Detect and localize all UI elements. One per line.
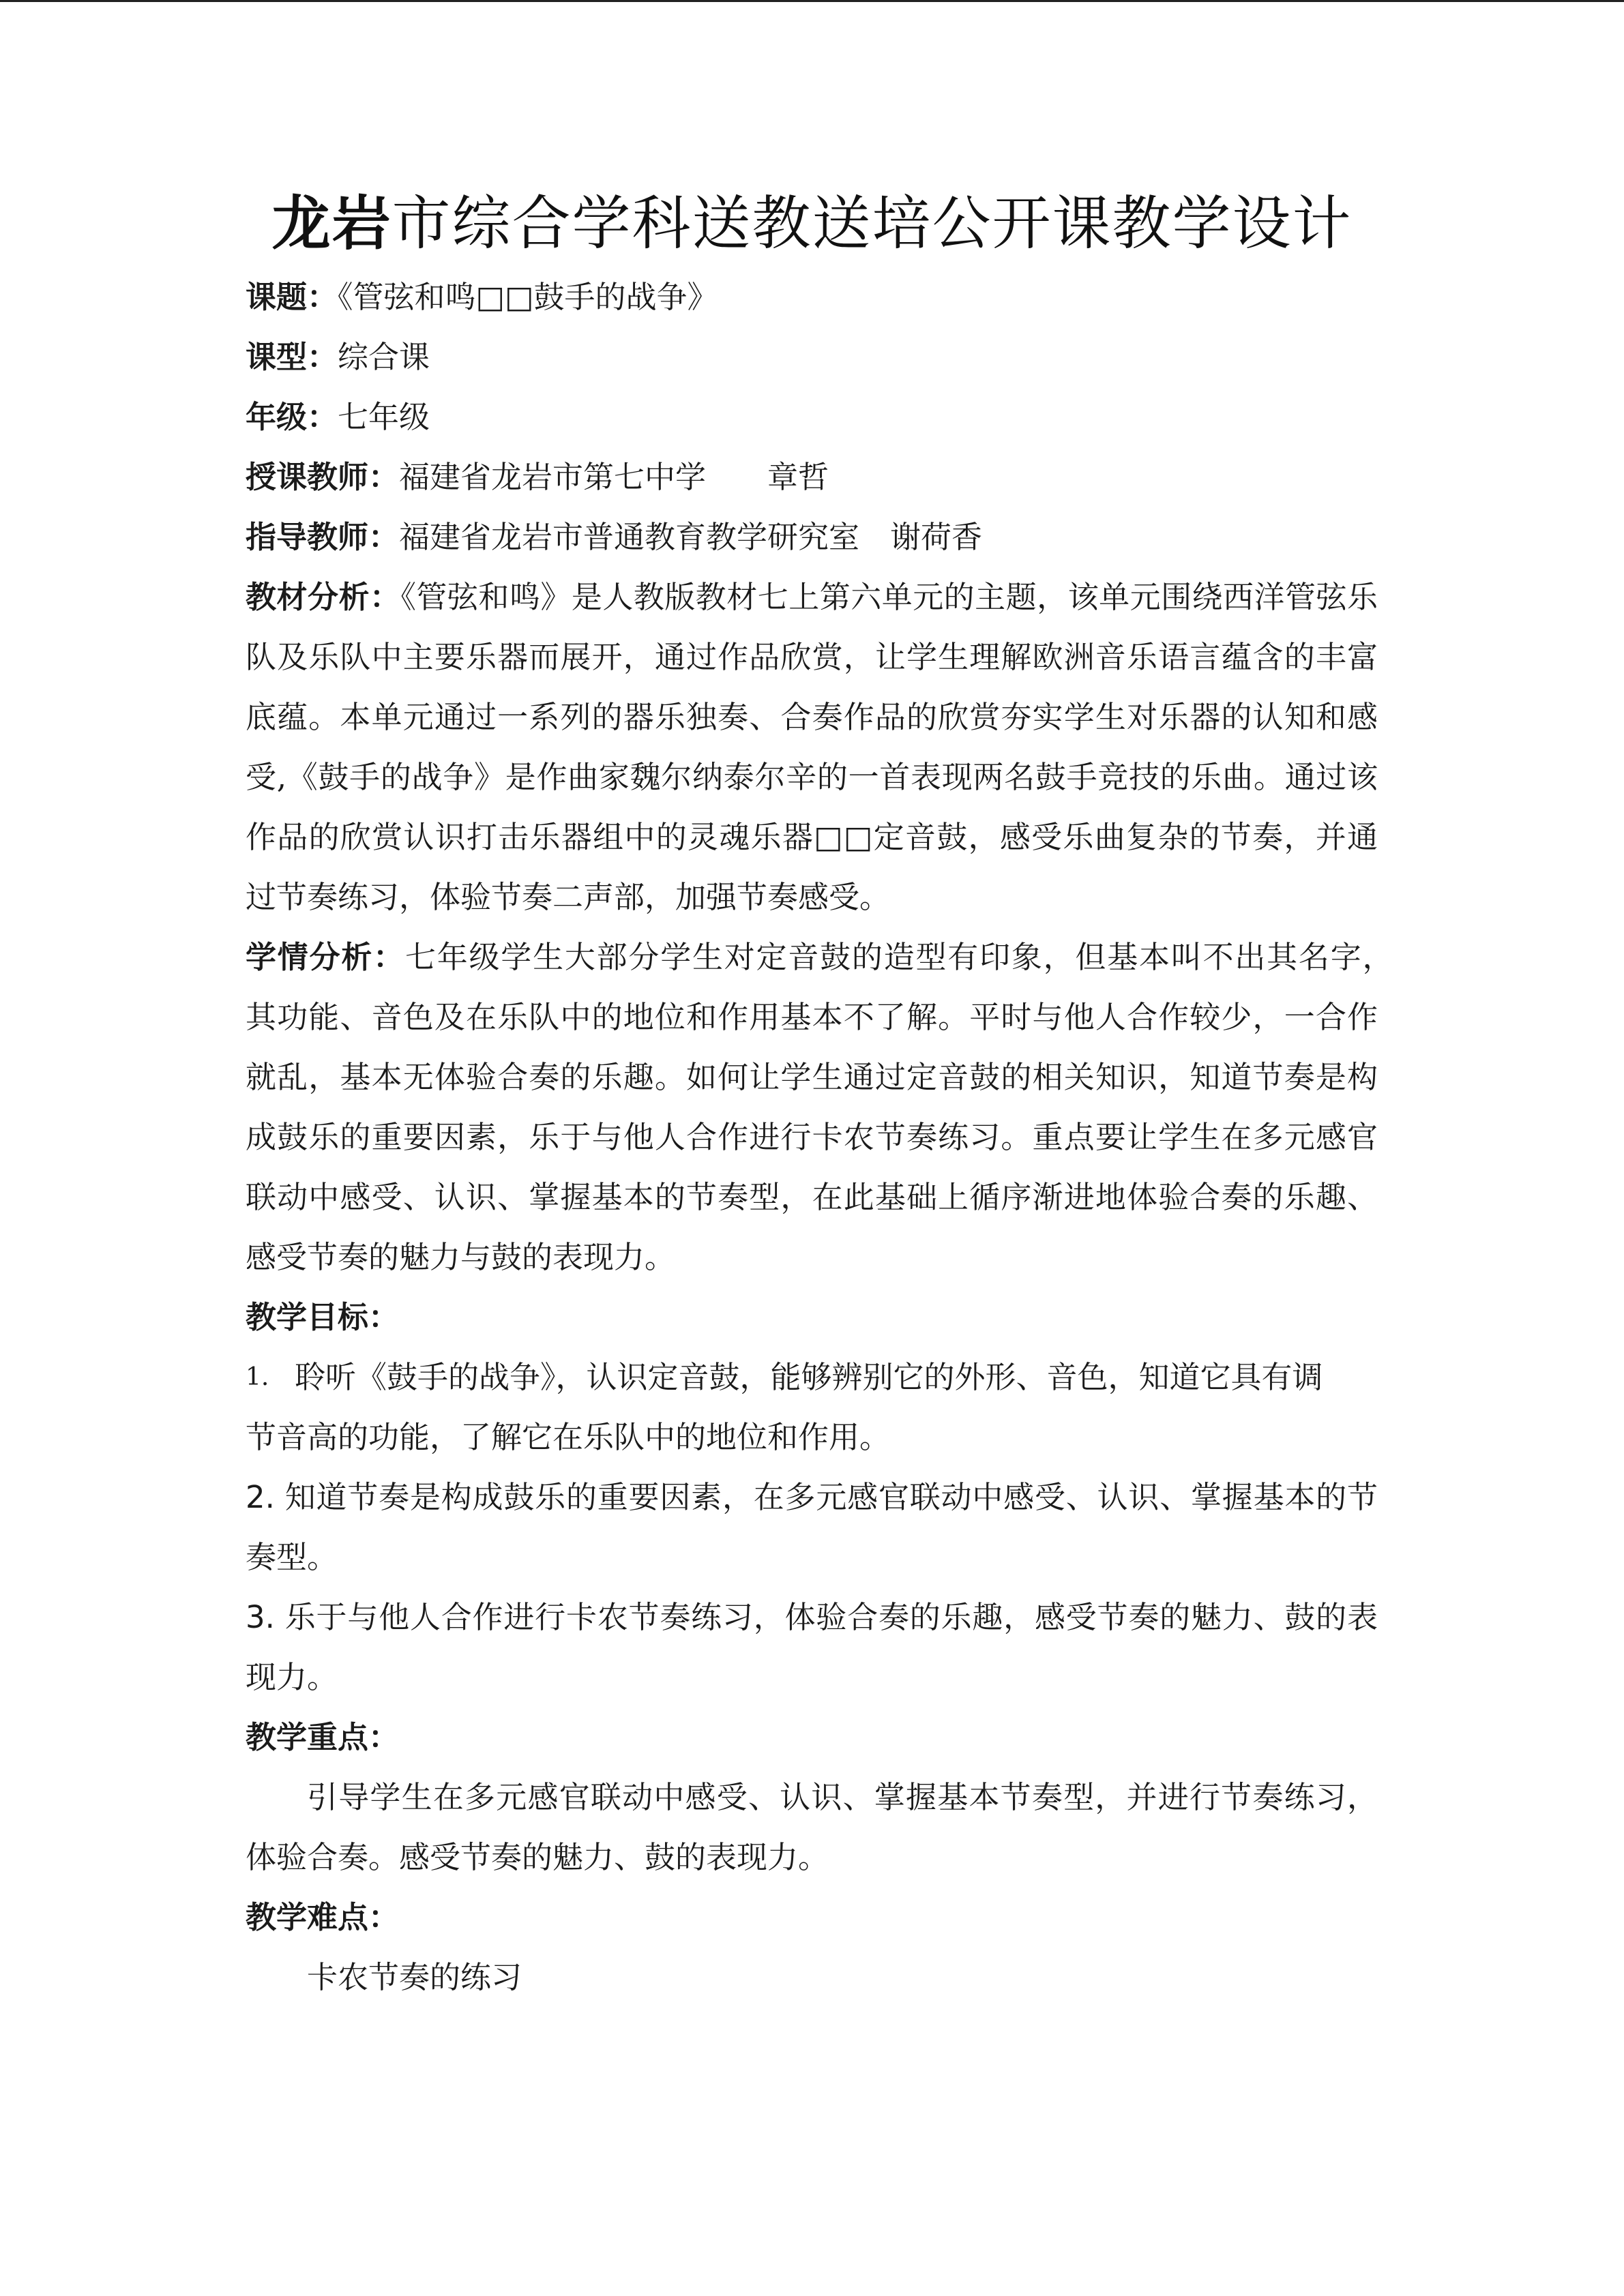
section-difficulty-heading — [246, 1888, 1378, 1948]
field-label: 授课教师： — [246, 459, 400, 495]
field-grade — [246, 387, 1378, 447]
document-body — [246, 267, 1440, 2008]
goal-number: 1. — [246, 1363, 269, 1391]
field-label: 课题： — [246, 279, 338, 315]
section-text: 七年级学生大部分学生对定音鼓的造型有印象，但基本叫不出其名字， 其功能、音色及在乐队中的地位和作用基本不了解。平时与他人合作较少，一合作就乱，基本无体验合奏的乐趣。如何让学生通过定音鼓的相关知识，知道节奏是构成鼓乐的重要因素，乐于与他人合作进行卡农节奏练习。重点要让学生在多元感官联动中感受、认识、掌握基本的节奏型，在此基础上循序渐进地体验合奏的乐趣、感受节奏的魅力与鼓的表现力。 — [246, 939, 1440, 1275]
title-bold-part: 龙岩 — [271, 190, 392, 258]
section-label: 教学重点： — [246, 1719, 400, 1755]
field-label: 年级： — [246, 399, 338, 435]
section-goals-heading — [246, 1287, 1378, 1347]
section-label: 教学目标： — [246, 1299, 400, 1335]
field-value: 七年级 — [338, 399, 430, 435]
field-value: 综合课 — [338, 339, 430, 375]
section-difficulty-text: 卡农节奏的练习 — [307, 1959, 522, 1995]
document-title — [0, 183, 1624, 265]
field-value: 福建省龙岩市第七中学 章哲 — [399, 459, 829, 495]
field-label: 课型： — [246, 339, 338, 375]
field-type — [246, 327, 1378, 387]
field-label: 指导教师： — [246, 519, 400, 555]
section-student-analysis — [246, 927, 1440, 1287]
goal-number: 3. — [246, 1599, 275, 1635]
goal-item-2 — [246, 1467, 1378, 1587]
section-text: 《管弦和鸣》是人教版教材七上第六单元的主题，该单元围绕西洋管弦乐队及乐队中主要乐器而展开，通过作品欣赏，让学生理解欧洲音乐语言蕴含的丰富底蕴。本单元通过一系列的器乐独奏、合奏作品的欣赏夯实学生对乐器的认知和感受,《鼓手的战争》是作曲家魏尔纳泰尔辛的一首表现两名鼓手竞技的乐曲。通过该作品的欣赏认识打击乐器组中的灵魂乐器□□定音鼓，感受乐曲复杂的节奏，并通过节奏练习，体验节奏二声部，加强节奏感受。 — [246, 579, 1378, 915]
goal-text: 知道节奏是构成鼓乐的重要因素，在多元感官联动中感受、认识、掌握基本的节奏型。 — [246, 1479, 1378, 1575]
section-label: 教材分析： — [246, 579, 401, 615]
field-teacher — [246, 447, 1378, 507]
section-material-analysis — [246, 567, 1378, 927]
section-label: 学情分析： — [246, 939, 405, 975]
section-key-text: 引导学生在多元感官联动中感受、认识、掌握基本节奏型，并进行节奏练习，体验合奏。感受节奏的魅力、鼓的表现力。 — [246, 1779, 1378, 1875]
section-label: 教学难点： — [246, 1899, 400, 1935]
goal-text: 乐于与他人合作进行卡农节奏练习，体验合奏的乐趣，感受节奏的魅力、鼓的表现力。 — [246, 1599, 1378, 1695]
section-key-heading — [246, 1708, 1378, 1768]
title-rest-part: 市综合学科送教送培公开课教学设计 — [392, 190, 1353, 258]
field-value: 《管弦和鸣□□鼓手的战争》 — [338, 279, 718, 315]
goal-item-1-continued: 节音高的功能，了解它在乐队中的地位和作用。 — [246, 1419, 891, 1455]
goal-item-1 — [246, 1347, 1378, 1407]
goal-text: 聆听《鼓手的战争》，认识定音鼓，能够辨别它的外形、音色，知道它具有调 — [295, 1359, 1323, 1395]
field-value: 福建省龙岩市普通教育教学研究室 谢荷香 — [399, 519, 983, 555]
field-topic — [246, 267, 1378, 327]
field-advisor — [246, 507, 1378, 567]
goal-item-3 — [246, 1587, 1378, 1708]
goal-number: 2. — [246, 1479, 275, 1515]
